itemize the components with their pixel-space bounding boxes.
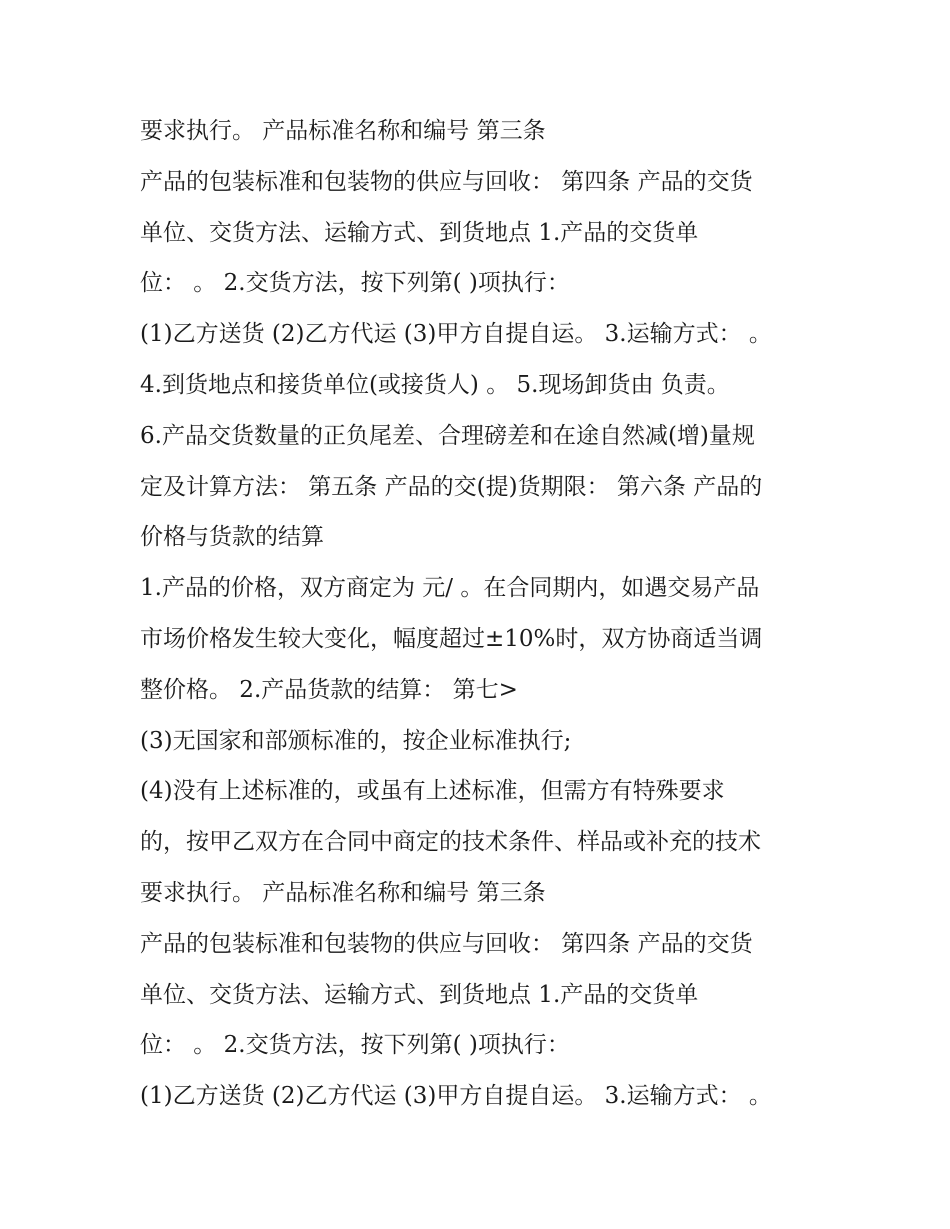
text-line: 位： 。 2.交货方法，按下列第( )项执行： xyxy=(140,270,570,297)
text-line: 4.到货地点和接货单位(或接货人) 。 5.现场卸货由 负责。 xyxy=(140,371,730,398)
text-line: 产品的包装标准和包装物的供应与回收： 第四条 产品的交货 xyxy=(140,930,753,957)
text-line: 6.产品交货数量的正负尾差、合理磅差和在途自然减(增)量规 xyxy=(140,422,755,449)
text-line: 单位、交货方法、运输方式、到货地点 1.产品的交货单 xyxy=(140,219,699,246)
text-line: 要求执行。 产品标准名称和编号 第三条 xyxy=(140,879,546,906)
text-line: 单位、交货方法、运输方式、到货地点 1.产品的交货单 xyxy=(140,981,699,1008)
text-line: 价格与货款的结算 xyxy=(140,524,324,551)
text-line: 市场价格发生较大变化，幅度超过±10%时，双方协商适当调 xyxy=(140,625,763,652)
text-line: (3)无国家和部颁标准的，按企业标准执行; xyxy=(140,727,572,754)
text-line: (1)乙方送货 (2)乙方代运 (3)甲方自提自运。 3.运输方式： 。 xyxy=(140,1083,772,1110)
text-line: 1.产品的价格，双方商定为 元/ 。在合同期内，如遇交易产品 xyxy=(140,575,760,602)
document-body xyxy=(140,106,830,1122)
text-line: 位： 。 2.交货方法，按下列第( )项执行： xyxy=(140,1032,570,1059)
text-line: 整价格。 2.产品货款的结算： 第七> xyxy=(140,676,518,703)
text-line: 的，按甲乙双方在合同中商定的技术条件、样品或补充的技术 xyxy=(140,829,761,856)
text-line: 产品的包装标准和包装物的供应与回收： 第四条 产品的交货 xyxy=(140,168,753,195)
text-line: 要求执行。 产品标准名称和编号 第三条 xyxy=(140,118,546,144)
text-line: (4)没有上述标准的，或虽有上述标准，但需方有特殊要求 xyxy=(140,778,725,805)
text-line: (1)乙方送货 (2)乙方代运 (3)甲方自提自运。 3.运输方式： 。 xyxy=(140,321,772,348)
text-line: 定及计算方法： 第五条 产品的交(提)货期限： 第六条 产品的 xyxy=(140,473,763,500)
